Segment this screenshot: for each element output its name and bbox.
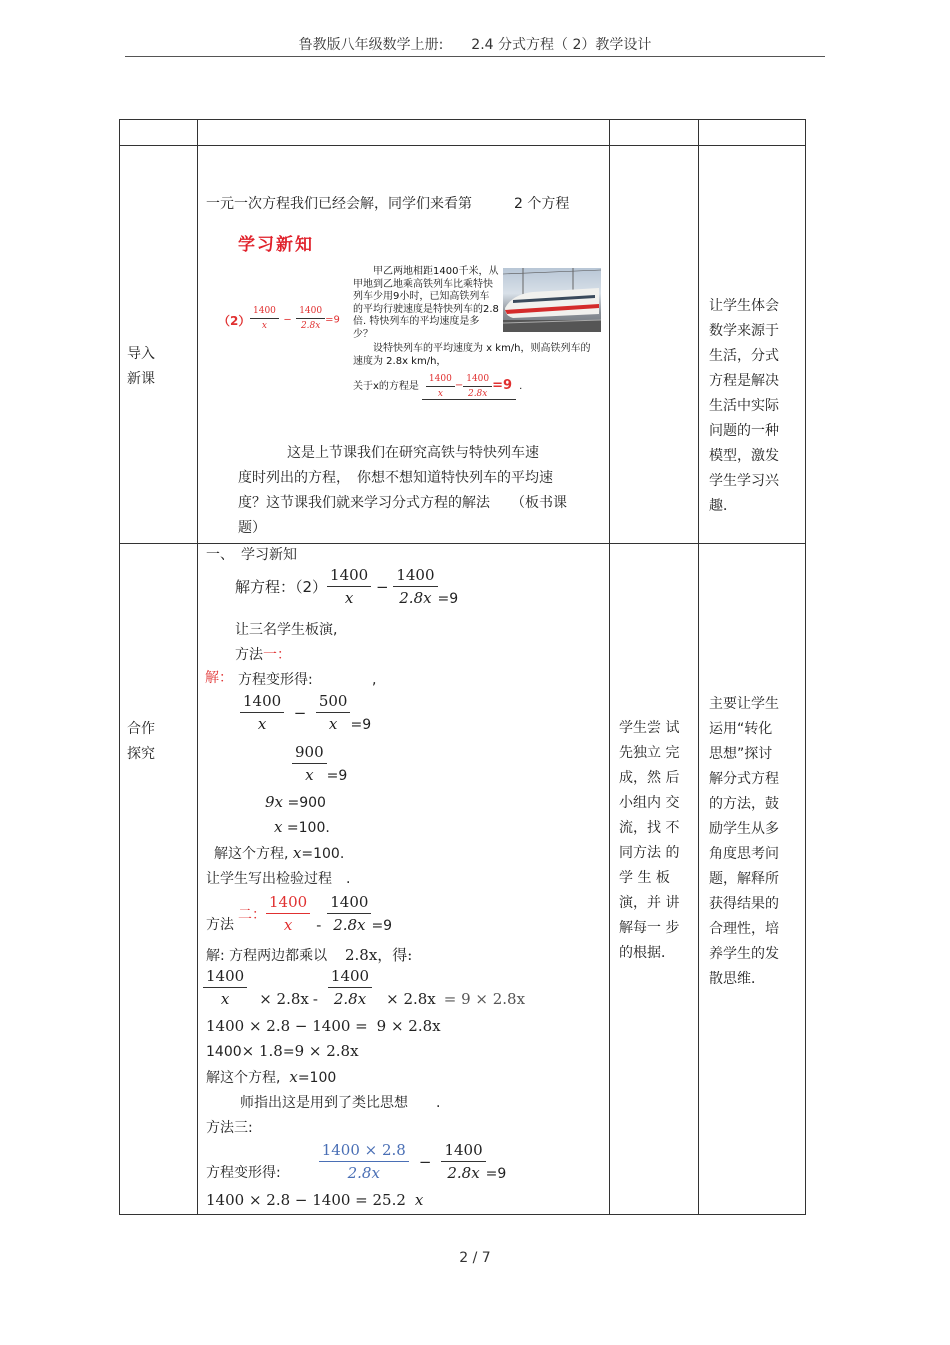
stage-label-line: 探究: [127, 746, 155, 762]
method-number: 二：: [238, 906, 266, 923]
variable-x: x: [274, 818, 283, 836]
method-three-label: 方法三:: [206, 1120, 253, 1136]
fraction-denominator: x: [344, 589, 354, 607]
slide-equation-line: 关于x的方程是 $\frac{1400}{x}$ − $\frac{1400}{2.8x}$ =9 .: [353, 374, 523, 399]
expanded-line: [206, 1017, 441, 1035]
solution-two: [206, 1067, 336, 1087]
fraction-numerator: 900: [295, 743, 324, 761]
fraction-denominator: 2.8x: [333, 990, 367, 1008]
transform-label: 方程变形得:: [238, 672, 313, 688]
text-line: 学生尝 试: [619, 720, 680, 736]
final-equation: 1400 × 2.8 − 1400 = 25.2: [206, 1191, 406, 1209]
text-line: 学 生 板: [619, 870, 670, 886]
fraction-denominator: x: [437, 389, 443, 399]
purpose-cell-coop: [699, 544, 806, 1215]
solution-value: =100.: [301, 846, 345, 862]
solution-one: [214, 843, 344, 863]
teacher-note: 师指出这是用到了类比思想 .: [240, 1095, 441, 1111]
step-one: $\frac{1400}{x}$ − $\frac{500}{x}$ =9: [240, 692, 371, 733]
text-line: 数学来源于: [709, 323, 779, 339]
text-line: 的方法，鼓: [709, 796, 779, 812]
jie-label: 解：: [205, 670, 233, 686]
equals-nine: =9: [437, 591, 459, 607]
multiplied-equation: [203, 967, 525, 1008]
step-three: [265, 793, 326, 811]
board-note: 让三名学生板演,: [235, 622, 338, 638]
text-line: 合理性，培: [709, 921, 779, 937]
fraction-numerator: 1400: [253, 306, 276, 316]
equals-nine: =9: [485, 1166, 507, 1182]
intro-lead: 一元一次方程我们已经会解，同学们来看第 2 个方程: [206, 196, 570, 212]
fraction-denominator: 2.8x: [347, 1164, 380, 1182]
fraction-denominator: 2.8x: [447, 1164, 480, 1182]
text-line: 题，解释所: [709, 871, 779, 887]
fraction-numerator: 1400: [330, 893, 369, 911]
header-rule: [125, 56, 825, 57]
text-line: 获得结果的: [709, 896, 779, 912]
purpose-text-coop: [709, 692, 779, 992]
solution-text: 解这个方程,: [214, 846, 289, 862]
multiply-note: [206, 944, 412, 965]
method-three-equation: 方程变形得: $\frac{1400 \times 2.8}{2.8x}$ − $\frac{1400}{2.8x}$ =9: [206, 1141, 507, 1182]
stage-label: [127, 717, 155, 767]
fraction-denominator: 2.8x: [333, 916, 366, 934]
stage-label-line: 新课: [127, 371, 155, 387]
method-label: 方法: [206, 917, 234, 933]
solve-label: 解方程：（2）: [235, 578, 328, 596]
slide-problem-text: 甲乙两地相距1400千米，从甲地到乙地乘高铁列车比乘特快列车少用9小时，已知高铁列车的平均行驶速度是特快列车的2.8倍. 特快列车的平均速度是多少？: [353, 266, 499, 340]
slide-problem: [353, 266, 603, 400]
text-line: 养学生的发: [709, 946, 779, 962]
fraction-numerator: 500: [318, 692, 348, 710]
fraction-denominator: x: [328, 715, 338, 733]
text-line: 方程是解决: [709, 373, 779, 389]
method-one: [235, 643, 291, 668]
intro-paragraph: 度？这节课我们就来学习分式方程的解法 （板书课: [238, 495, 567, 511]
text-line: 思想”探讨: [709, 746, 773, 762]
text-line: 散思维．: [709, 971, 765, 987]
text-line: 流，找 不: [619, 820, 680, 836]
variable-x: x: [292, 844, 302, 862]
text-line: 解分式方程: [709, 771, 779, 787]
text-line: 励学生从多: [709, 821, 779, 837]
variable-x: x: [289, 1068, 298, 1086]
text-line: 问题的一种: [709, 423, 779, 439]
purpose-text-intro: [709, 294, 779, 519]
activity-text: [619, 716, 679, 966]
text-line: 角度思考问: [709, 846, 779, 862]
page-header: 鲁教版八年级数学上册: 2.4 分式方程（ 2）教学设计: [298, 37, 652, 53]
text-line: 小组内 交: [619, 795, 680, 811]
text-line: 运用“转化: [709, 721, 773, 737]
purpose-cell-intro: [699, 146, 806, 544]
table-header-row: [120, 120, 806, 146]
expanded-left: 1400 × 2.8 − 1400 =: [206, 1017, 368, 1035]
fraction-numerator: 1400: [396, 566, 435, 584]
slide-title: 学习新知: [238, 235, 314, 255]
stage-cell-intro: [120, 146, 198, 544]
final-line: [206, 1191, 423, 1209]
text-line: 生活，分式: [709, 348, 779, 364]
nine-x: 9x: [265, 793, 284, 811]
method-two: [206, 893, 392, 934]
comma: ,: [372, 672, 377, 688]
minus-sign: -: [316, 916, 322, 934]
text-line: 趣．: [709, 498, 737, 514]
expanded-right: 9 × 2.8x: [376, 1017, 441, 1035]
activity-cell-coop: [610, 544, 699, 1215]
times-term: × 2.8x: [386, 990, 436, 1008]
fraction-denominator: 2.8x: [399, 589, 432, 607]
empty-cell: [198, 120, 610, 146]
empty-cell: [610, 120, 699, 146]
right-side: = 9 × 2.8x: [443, 990, 526, 1008]
times-term: × 2.8x: [259, 990, 309, 1008]
text-line: 解每一 步: [619, 920, 680, 936]
intro-paragraph: 度时列出的方程， 你想不想知道特快列车的平均速: [238, 470, 553, 486]
fraction-numerator: 1400: [428, 374, 452, 384]
text-line: 让学生体会: [709, 298, 779, 314]
simplified-term: =: [282, 1044, 295, 1060]
multiply-factor: 2.8x，得:: [344, 946, 413, 964]
fraction-numerator: 1400: [330, 967, 370, 985]
slide-equation: $\frac{1400}{x}$ − $\frac{1400}{2.8x}$ =9: [250, 306, 340, 331]
fraction-numerator: 1400: [243, 692, 282, 710]
fraction-denominator: x: [305, 766, 314, 784]
method-label: 方法: [235, 647, 263, 663]
fraction-numerator: 1400: [299, 306, 323, 316]
slide-equation-label: 关于x的方程是: [353, 380, 419, 392]
multiply-text: 解: 方程两边都乘以: [206, 948, 328, 964]
equals-nine: =9: [492, 378, 513, 394]
simplified-term: 9 × 2.8x: [294, 1042, 359, 1060]
solve-equation: 解方程：（2） $\frac{1400}{x}$ − $\frac{1400}{2.8x}$ =9: [235, 566, 459, 607]
intro-paragraph: 题）: [238, 520, 266, 536]
fraction-numerator: 1400: [466, 374, 490, 384]
empty-cell: [120, 120, 198, 146]
text-line: 生活中实际: [709, 398, 779, 414]
stage-label-line: 导入: [127, 346, 155, 362]
fraction-numerator: 1400: [444, 1141, 483, 1159]
method-number: 一：: [263, 647, 291, 663]
equals-nine: =9: [350, 717, 372, 733]
page-number: 2 / 7: [459, 1250, 491, 1266]
stage-label: [127, 342, 155, 392]
text-line: 成，然 后: [619, 770, 680, 786]
simplified-line: [206, 1042, 359, 1060]
empty-cell: [699, 120, 806, 146]
solution-text: 解这个方程,: [206, 1070, 281, 1086]
fraction-denominator: x: [257, 715, 267, 733]
fraction-denominator: x: [220, 990, 230, 1008]
step-four: [274, 818, 330, 836]
equals-nine: =9: [371, 918, 393, 934]
text-line: 演，并 讲: [619, 895, 680, 911]
equals-900: =900: [287, 795, 326, 811]
minus-sign: -: [312, 990, 318, 1008]
activity-cell-intro: [610, 146, 699, 544]
fraction-numerator: 1400: [206, 967, 245, 985]
text-line: 的根据．: [619, 945, 675, 961]
text-line: 主要让学生: [709, 696, 779, 712]
stage-cell-coop: [120, 544, 198, 1215]
variable-x: x: [414, 1191, 424, 1209]
check-note: 让学生写出检验过程 .: [206, 871, 351, 887]
fraction-numerator: 1400: [330, 566, 369, 584]
transform-label: 方程变形得:: [206, 1165, 281, 1181]
equals-nine: =9: [326, 768, 348, 784]
text-line: 模型，激发: [709, 448, 779, 464]
step-two: [292, 743, 347, 784]
fraction-denominator: x: [283, 916, 293, 934]
fraction-numerator: 1400 × 2.8: [321, 1141, 406, 1159]
stage-label-line: 合作: [127, 721, 155, 737]
simplified-term: × 1.8: [241, 1042, 283, 1060]
slide-setup-text: 设特快列车的平均速度为 x km/h，则高铁列车的速度为 2.8x km/h，: [353, 343, 591, 367]
simplified-term: 1400: [206, 1044, 242, 1060]
fraction-denominator: x: [261, 321, 267, 331]
solution-value: =100: [297, 1070, 337, 1086]
text-line: 学生学习兴: [709, 473, 779, 489]
text-line: 同方法 的: [619, 845, 680, 861]
text-line: 先独立 完: [619, 745, 680, 761]
equals-nine: =9: [325, 314, 340, 326]
fraction-denominator: 2.8x: [467, 389, 488, 399]
equals-100: =100.: [286, 820, 330, 836]
fraction-denominator: 2.8x: [300, 321, 321, 331]
fraction-numerator: 1400: [269, 893, 308, 911]
slide-eq-label: （2）: [218, 314, 251, 328]
intro-paragraph: 这是上节课我们在研究高铁与特快列车速: [287, 445, 539, 461]
section-heading: 一、 学习新知: [206, 547, 297, 563]
